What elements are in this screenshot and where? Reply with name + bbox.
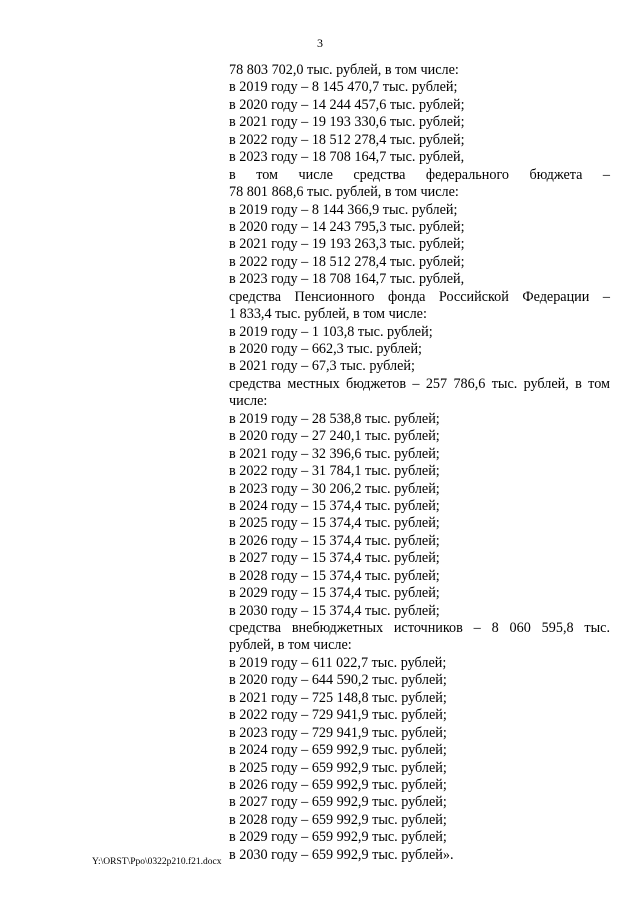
document-body [229,62,610,864]
text-line: в 2023 году – 18 708 164,7 тыс. рублей, [229,149,465,166]
text-line: в 2023 году – 18 708 164,7 тыс. рублей, [229,271,465,288]
text-line: в 2021 году – 19 193 263,3 тыс. рублей; [229,236,465,253]
text-line: в 2028 году – 15 374,4 тыс. рублей; [229,567,440,584]
text-line: в 2022 году – 18 512 278,4 тыс. рублей; [229,253,465,270]
text-line: в 2020 году – 14 243 795,3 тыс. рублей; [229,218,465,235]
text-line: в 2029 году – 15 374,4 тыс. рублей; [229,585,440,602]
text-line: в 2030 году – 15 374,4 тыс. рублей; [229,602,440,619]
text-line: 78 803 702,0 тыс. рублей, в том числе: [229,62,459,78]
text-line: в 2019 году – 28 538,8 тыс. рублей; [229,410,440,427]
text-line: в 2022 году – 31 784,1 тыс. рублей; [229,463,440,480]
text-line: в 2025 году – 659 992,9 тыс. рублей; [229,759,447,776]
text-line: в 2023 году – 729 941,9 тыс. рублей; [229,724,447,741]
text-line: средства Пенсионного фонда Российской Федерации – [229,288,610,305]
text-line: в 2020 году – 14 244 457,6 тыс. рублей; [229,96,465,113]
text-line: в 2021 году – 67,3 тыс. рублей; [229,358,415,375]
text-line: в 2024 году – 659 992,9 тыс. рублей; [229,742,447,759]
text-line: в 2025 году – 15 374,4 тыс. рублей; [229,515,440,532]
text-line: рублей, в том числе: [229,637,352,654]
text-line: 1 833,4 тыс. рублей, в том числе: [229,306,427,323]
text-line: в 2030 году – 659 992,9 тыс. рублей». [229,846,454,863]
text-line: в 2021 году – 19 193 330,6 тыс. рублей; [229,114,465,131]
text-line: в 2023 году – 30 206,2 тыс. рублей; [229,480,440,497]
text-line: средства местных бюджетов – 257 786,6 тыс. рублей, в том [229,375,610,392]
text-line: числе: [229,393,268,410]
page-number: 3 [317,36,323,50]
text-line: средства внебюджетных источников – 8 060 595,8 тыс. [229,620,610,636]
text-line: в 2021 году – 725 148,8 тыс. рублей; [229,689,447,706]
text-line: в 2022 году – 18 512 278,4 тыс. рублей; [229,131,465,148]
text-line: в 2019 году – 1 103,8 тыс. рублей; [229,323,433,340]
text-line: 78 801 868,6 тыс. рублей, в том числе: [229,184,459,201]
text-line: в 2027 году – 15 374,4 тыс. рублей; [229,550,440,567]
text-line: в 2019 году – 8 145 470,7 тыс. рублей; [229,79,458,96]
text-line: в 2020 году – 662,3 тыс. рублей; [229,341,422,357]
text-line: в 2022 году – 729 941,9 тыс. рублей; [229,707,447,724]
text-line: в 2029 году – 659 992,9 тыс. рублей; [229,829,447,846]
text-line: в 2019 году – 611 022,7 тыс. рублей; [229,654,447,671]
text-line: в 2024 году – 15 374,4 тыс. рублей; [229,497,440,514]
text-line: в 2028 году – 659 992,9 тыс. рублей; [229,811,447,828]
text-line: в 2021 году – 32 396,6 тыс. рублей; [229,445,440,462]
text-line: в 2026 году – 659 992,9 тыс. рублей; [229,776,447,793]
text-line: в том числе средства федерального бюджета – [229,166,610,183]
text-line: в 2020 году – 27 240,1 тыс. рублей; [229,428,440,445]
text-line: в 2027 году – 659 992,9 тыс. рублей; [229,794,447,811]
text-line: в 2026 году – 15 374,4 тыс. рублей; [229,532,440,549]
text-line: в 2020 году – 644 590,2 тыс. рублей; [229,672,447,689]
footer-file-path: Y:\ORST\Ppo\0322p210.f21.docx [92,857,222,867]
text-line: в 2019 году – 8 144 366,9 тыс. рублей; [229,201,458,218]
